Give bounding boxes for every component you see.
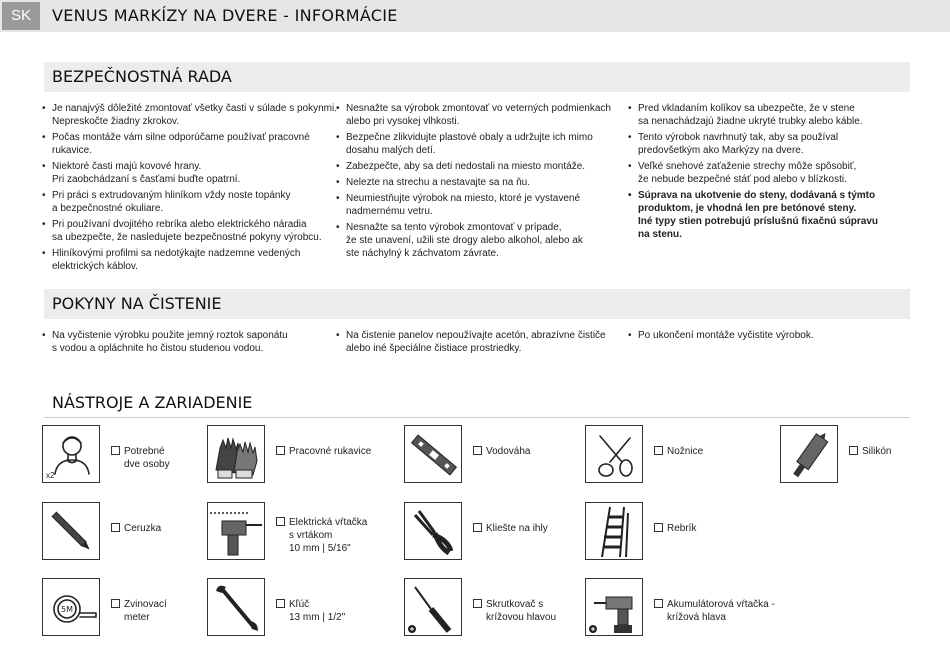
bullet-item <box>628 189 918 241</box>
bullet-text: • Súprava na ukotvenie do steny, dodávaná s týmto <box>638 190 876 201</box>
safety-column-3 <box>628 102 918 244</box>
gloves-icon <box>207 425 265 483</box>
bullet-text: produktom, je vhodná len pre betónové steny. <box>638 203 857 214</box>
bullet-text: • Nesnažte sa výrobok zmontovať vo veterných podmienkach <box>346 103 611 114</box>
tool-label <box>654 445 703 458</box>
bullet-text: • Pri používaní dvojitého rebríka alebo elektrického náradia <box>52 219 307 230</box>
bullet-text: a bezpečnostné okuliare. <box>52 203 164 214</box>
wrench-icon <box>207 578 265 636</box>
tool-label <box>276 516 367 555</box>
document-title: VENUS MARKÍZY NA DVERE - INFORMÁCIE <box>52 6 398 25</box>
tool-label-text: Kľúč <box>289 599 310 610</box>
tool-label <box>111 445 170 471</box>
bullet-text: • Pri práci s extrudovaným hliníkom vždy noste topánky <box>52 190 291 201</box>
bullet-item <box>336 221 626 260</box>
bullet-text: • Po ukončení montáže vyčistite výrobok. <box>638 330 814 341</box>
bullet-text: • Je nanajvýš dôležité zmontovať všetky časti v súlade s pokynmi. <box>52 103 337 114</box>
person-icon <box>42 425 100 483</box>
tool-checkbox[interactable] <box>473 599 482 608</box>
bullet-text: že ste unavení, užili ste drogy alebo alkohol, alebo ak <box>346 235 583 246</box>
bullet-text: • Počas montáže vám silne odporúčame používať pracovné <box>52 132 310 143</box>
bullet-text: • Hliníkovými profilmi sa nedotýkajte nadzemne vedených <box>52 248 301 259</box>
tool-label-text: Akumulátorová vŕtačka - <box>667 599 775 610</box>
tool-label-text: Kliešte na ihly <box>486 523 548 534</box>
scissors-icon <box>585 425 643 483</box>
cleaning-column-1 <box>42 329 332 358</box>
bullet-text: Pri zaobchádzaní s časťami buďte opatrní. <box>52 174 241 185</box>
bullet-item <box>336 102 626 128</box>
tool-label-text: s vrtákom <box>289 530 333 541</box>
bullet-item <box>42 131 332 157</box>
tool-label-text: Skrutkovač s <box>486 599 544 610</box>
bullet-item <box>336 192 626 218</box>
cordless-drill-icon <box>585 578 643 636</box>
tool-label-text: Rebrík <box>667 523 697 534</box>
bullet-text: • Nesnažte sa tento výrobok zmontovať v prípade, <box>346 222 562 233</box>
tool-label-text: Nožnice <box>667 446 704 457</box>
cleaning-column-2 <box>336 329 626 358</box>
tool-label-text: 13 mm | 1/2" <box>289 612 346 623</box>
bullet-text: • Tento výrobok navrhnutý tak, aby sa používal <box>638 132 839 143</box>
bullet-item <box>628 329 918 342</box>
bullet-item <box>628 131 918 157</box>
tool-label <box>111 522 161 535</box>
bullet-text: • Niektoré časti majú kovové hrany. <box>52 161 202 172</box>
tape-measure-icon <box>42 578 100 636</box>
bullet-item <box>628 160 918 186</box>
bullet-item <box>42 102 337 128</box>
bullet-text: predovšetkým ako Markýzy na dvere. <box>638 145 804 156</box>
bullet-item <box>336 160 626 173</box>
bullet-text: • Nelezte na strechu a nestavajte sa na ňu. <box>346 177 531 188</box>
bullet-item <box>628 102 918 128</box>
people-count: x2 <box>46 471 55 480</box>
silicone-gun-icon <box>780 425 838 483</box>
bullet-text: elektrických káblov. <box>52 261 138 272</box>
tool-checkbox[interactable] <box>654 523 663 532</box>
tool-label <box>111 598 167 624</box>
bullet-text: že nebude bezpečné stáť pod alebo v blízkosti. <box>638 174 847 185</box>
bullet-text: rukavice. <box>52 145 93 156</box>
bullet-text: • Neumiestňujte výrobok na miesto, ktoré je vystavené <box>346 193 580 204</box>
tool-label-text: Vodováha <box>486 446 531 457</box>
bullet-text: na stenu. <box>638 229 682 240</box>
bullet-text: s vodou a opláchnite ho čistou studenou vodou. <box>52 343 264 354</box>
tool-label-text: Zvinovací <box>124 599 167 610</box>
tool-label-text: 10 mm | 5/16" <box>289 543 351 554</box>
bullet-text: • Bezpečne zlikvidujte plastové obaly a udržujte ich mimo <box>346 132 593 143</box>
tool-checkbox[interactable] <box>276 517 285 526</box>
cleaning-section-title: POKYNY NA ČISTENIE <box>44 289 910 319</box>
bullet-text: • Pred vkladaním kolíkov sa ubezpečte, že v stene <box>638 103 855 114</box>
safety-column-2 <box>336 102 626 263</box>
bullet-text: sa nenachádzajú žiadne ukryté trubky alebo káble. <box>638 116 863 127</box>
tool-label-text: Silikón <box>862 446 892 457</box>
bullet-item <box>42 329 332 355</box>
bullet-item <box>336 329 626 355</box>
tools-section-rule <box>44 417 910 418</box>
bullet-item <box>336 131 626 157</box>
tool-checkbox[interactable] <box>111 523 120 532</box>
bullet-text: • Na čistenie panelov nepoužívajte acetón, abrazívne čističe <box>346 330 606 341</box>
bullet-text: alebo iné špeciálne čistiace prostriedky. <box>346 343 522 354</box>
tool-label-text: Potrebné <box>124 446 165 457</box>
tool-label <box>654 598 775 624</box>
tool-label-text: Elektrická vŕtačka <box>289 517 368 528</box>
tool-label-text: meter <box>124 612 150 623</box>
bullet-item <box>336 176 626 189</box>
bullet-text: ste náchylný k záchvatom závrate. <box>346 248 499 259</box>
safety-column-1 <box>42 102 337 276</box>
tool-checkbox[interactable] <box>473 446 482 455</box>
bullet-text: Iné typy stien potrebujú príslušnú fixačnú súpravu <box>638 216 879 227</box>
tool-label <box>473 598 556 624</box>
ladder-icon <box>585 502 643 560</box>
bullet-text: nadmernému vetru. <box>346 206 433 217</box>
tool-label <box>276 445 371 458</box>
tool-label-text: Pracovné rukavice <box>289 446 372 457</box>
tool-label-text: Ceruzka <box>124 523 162 534</box>
tools-section-title: NÁSTROJE A ZARIADENIE <box>44 388 910 418</box>
svg-text:5M: 5M <box>61 605 73 614</box>
bullet-item <box>42 218 332 244</box>
tool-checkbox[interactable] <box>654 446 663 455</box>
header-bar <box>0 0 950 32</box>
tool-checkbox[interactable] <box>276 446 285 455</box>
pliers-icon <box>404 502 462 560</box>
bullet-text: dosahu malých detí. <box>346 145 436 156</box>
tool-checkbox[interactable] <box>849 446 858 455</box>
tool-checkbox[interactable] <box>111 599 120 608</box>
bullet-text: alebo pri vysokej vlhkosti. <box>346 116 460 127</box>
drill-icon <box>207 502 265 560</box>
bullet-text: • Zabezpečte, aby sa deti nedostali na miesto montáže. <box>346 161 586 172</box>
tool-checkbox[interactable] <box>111 446 120 455</box>
bullet-item <box>42 160 332 186</box>
tool-label <box>849 445 891 458</box>
safety-section-title: BEZPEČNOSTNÁ RADA <box>44 62 910 92</box>
bullet-item <box>42 189 332 215</box>
bullet-text: • Veľké snehové zaťaženie strechy môže spôsobiť, <box>638 161 857 172</box>
pencil-icon <box>42 502 100 560</box>
tool-checkbox[interactable] <box>276 599 285 608</box>
tool-label <box>654 522 696 535</box>
tool-label-text: krížová hlava <box>667 612 726 623</box>
screwdriver-icon <box>404 578 462 636</box>
tool-label <box>473 522 548 535</box>
tool-checkbox[interactable] <box>473 523 482 532</box>
tool-label-text: krížovou hlavou <box>486 612 557 623</box>
tool-label-text: dve osoby <box>124 459 170 470</box>
bullet-text: Nepreskočte žiadny zkrokov. <box>52 116 180 127</box>
cleaning-column-3 <box>628 329 918 345</box>
language-badge: SK <box>2 2 40 30</box>
tool-label <box>473 445 531 458</box>
bullet-item <box>42 247 332 273</box>
bullet-text: • Na vyčistenie výrobku použite jemný roztok saponátu <box>52 330 288 341</box>
tool-checkbox[interactable] <box>654 599 663 608</box>
tool-label <box>276 598 345 624</box>
spirit-level-icon <box>404 425 462 483</box>
bullet-text: sa ubezpečte, že nasledujete bezpečnostné pokyny výrobcu. <box>52 232 322 243</box>
